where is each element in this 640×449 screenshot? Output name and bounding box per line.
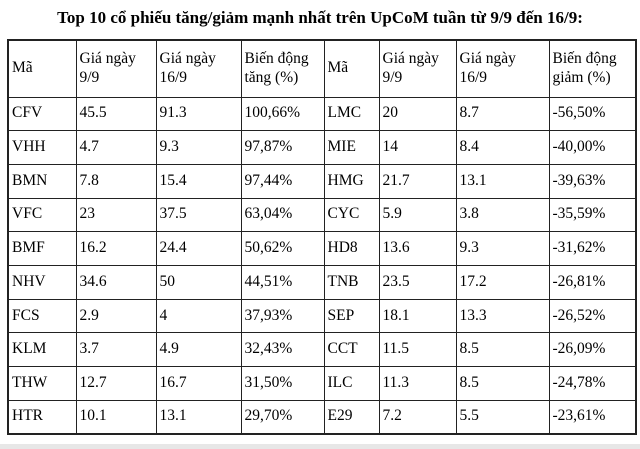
loser-price-16-9-cell: 8.4 bbox=[456, 131, 549, 165]
loser-change-cell: -23,61% bbox=[549, 400, 636, 434]
loser-change-cell: -24,78% bbox=[549, 367, 636, 401]
gainer-change-cell: 97,44% bbox=[241, 164, 324, 198]
loser-code-cell: HMG bbox=[324, 164, 379, 198]
loser-price-16-9-cell: 8.5 bbox=[456, 333, 549, 367]
gainer-code-cell: BMF bbox=[8, 232, 76, 266]
loser-price-9-9-cell: 13.6 bbox=[379, 232, 456, 266]
header-loser-price-9-9: Giá ngày 9/9 bbox=[379, 40, 456, 97]
gainer-price-16-9-cell: 91.3 bbox=[156, 97, 241, 131]
loser-price-9-9-cell: 7.2 bbox=[379, 400, 456, 434]
loser-price-16-9-cell: 13.1 bbox=[456, 164, 549, 198]
header-gainer-change: Biến động tăng (%) bbox=[241, 40, 324, 97]
gainer-change-cell: 29,70% bbox=[241, 400, 324, 434]
gainer-price-9-9-cell: 7.8 bbox=[76, 164, 156, 198]
gainer-price-16-9-cell: 13.1 bbox=[156, 400, 241, 434]
loser-code-cell: LMC bbox=[324, 97, 379, 131]
table-row bbox=[8, 333, 636, 367]
loser-price-16-9-cell: 17.2 bbox=[456, 265, 549, 299]
header-row bbox=[8, 40, 636, 97]
gainer-code-cell: KLM bbox=[8, 333, 76, 367]
gainer-price-9-9-cell: 12.7 bbox=[76, 367, 156, 401]
gainer-code-cell: NHV bbox=[8, 265, 76, 299]
table-row bbox=[8, 131, 636, 165]
loser-price-9-9-cell: 14 bbox=[379, 131, 456, 165]
header-gainer-price-9-9: Giá ngày 9/9 bbox=[76, 40, 156, 97]
loser-price-9-9-cell: 18.1 bbox=[379, 299, 456, 333]
header-gainer-price-16-9: Giá ngày 16/9 bbox=[156, 40, 241, 97]
loser-price-9-9-cell: 21.7 bbox=[379, 164, 456, 198]
gainer-code-cell: FCS bbox=[8, 299, 76, 333]
gainer-change-cell: 97,87% bbox=[241, 131, 324, 165]
header-loser-change: Biến động giảm (%) bbox=[549, 40, 636, 97]
gainer-price-9-9-cell: 2.9 bbox=[76, 299, 156, 333]
loser-price-16-9-cell: 8.7 bbox=[456, 97, 549, 131]
gainer-code-cell: VHH bbox=[8, 131, 76, 165]
gainer-code-cell: THW bbox=[8, 367, 76, 401]
loser-code-cell: E29 bbox=[324, 400, 379, 434]
gainer-price-16-9-cell: 4.9 bbox=[156, 333, 241, 367]
table-row bbox=[8, 198, 636, 232]
gainer-change-cell: 100,66% bbox=[241, 97, 324, 131]
loser-code-cell: MIE bbox=[324, 131, 379, 165]
gainer-price-16-9-cell: 15.4 bbox=[156, 164, 241, 198]
loser-price-16-9-cell: 8.5 bbox=[456, 367, 549, 401]
page bbox=[0, 7, 640, 449]
loser-price-9-9-cell: 20 bbox=[379, 97, 456, 131]
loser-change-cell: -26,52% bbox=[549, 299, 636, 333]
loser-price-16-9-cell: 13.3 bbox=[456, 299, 549, 333]
header-gainer-code: Mã bbox=[8, 40, 76, 97]
loser-price-16-9-cell: 5.5 bbox=[456, 400, 549, 434]
loser-code-cell: SEP bbox=[324, 299, 379, 333]
loser-change-cell: -39,63% bbox=[549, 164, 636, 198]
gainer-price-9-9-cell: 4.7 bbox=[76, 131, 156, 165]
loser-price-9-9-cell: 5.9 bbox=[379, 198, 456, 232]
gainer-code-cell: VFC bbox=[8, 198, 76, 232]
gainer-price-16-9-cell: 24.4 bbox=[156, 232, 241, 266]
page-title: Top 10 cổ phiếu tăng/giảm mạnh nhất trên UpCoM tuần từ 9/9 đến 16/9: bbox=[57, 8, 583, 27]
loser-code-cell: HD8 bbox=[324, 232, 379, 266]
gainer-price-16-9-cell: 9.3 bbox=[156, 131, 241, 165]
bottom-strip bbox=[0, 444, 640, 449]
table-row bbox=[8, 299, 636, 333]
loser-price-16-9-cell: 3.8 bbox=[456, 198, 549, 232]
gainer-change-cell: 44,51% bbox=[241, 265, 324, 299]
gainer-code-cell: BMN bbox=[8, 164, 76, 198]
gainer-price-9-9-cell: 3.7 bbox=[76, 333, 156, 367]
gainer-price-9-9-cell: 10.1 bbox=[76, 400, 156, 434]
loser-change-cell: -56,50% bbox=[549, 97, 636, 131]
header-loser-price-16-9: Giá ngày 16/9 bbox=[456, 40, 549, 97]
table-row bbox=[8, 97, 636, 131]
loser-price-9-9-cell: 11.5 bbox=[379, 333, 456, 367]
gainer-price-9-9-cell: 16.2 bbox=[76, 232, 156, 266]
stocks-table bbox=[7, 39, 637, 435]
loser-change-cell: -31,62% bbox=[549, 232, 636, 266]
gainer-price-16-9-cell: 4 bbox=[156, 299, 241, 333]
gainer-change-cell: 63,04% bbox=[241, 198, 324, 232]
gainer-change-cell: 50,62% bbox=[241, 232, 324, 266]
table-row bbox=[8, 164, 636, 198]
header-loser-code: Mã bbox=[324, 40, 379, 97]
table-row bbox=[8, 400, 636, 434]
loser-code-cell: ILC bbox=[324, 367, 379, 401]
loser-price-9-9-cell: 11.3 bbox=[379, 367, 456, 401]
loser-code-cell: CCT bbox=[324, 333, 379, 367]
gainer-price-9-9-cell: 34.6 bbox=[76, 265, 156, 299]
loser-change-cell: -35,59% bbox=[549, 198, 636, 232]
gainer-price-9-9-cell: 23 bbox=[76, 198, 156, 232]
gainer-change-cell: 37,93% bbox=[241, 299, 324, 333]
gainer-code-cell: HTR bbox=[8, 400, 76, 434]
gainer-price-16-9-cell: 37.5 bbox=[156, 198, 241, 232]
loser-price-9-9-cell: 23.5 bbox=[379, 265, 456, 299]
gainer-change-cell: 31,50% bbox=[241, 367, 324, 401]
table-row bbox=[8, 367, 636, 401]
loser-price-16-9-cell: 9.3 bbox=[456, 232, 549, 266]
table-row bbox=[8, 265, 636, 299]
loser-change-cell: -40,00% bbox=[549, 131, 636, 165]
loser-change-cell: -26,81% bbox=[549, 265, 636, 299]
table-row bbox=[8, 232, 636, 266]
gainer-code-cell: CFV bbox=[8, 97, 76, 131]
gainer-price-16-9-cell: 16.7 bbox=[156, 367, 241, 401]
gainer-price-16-9-cell: 50 bbox=[156, 265, 241, 299]
loser-code-cell: CYC bbox=[324, 198, 379, 232]
gainer-change-cell: 32,43% bbox=[241, 333, 324, 367]
loser-change-cell: -26,09% bbox=[549, 333, 636, 367]
loser-code-cell: TNB bbox=[324, 265, 379, 299]
gainer-price-9-9-cell: 45.5 bbox=[76, 97, 156, 131]
